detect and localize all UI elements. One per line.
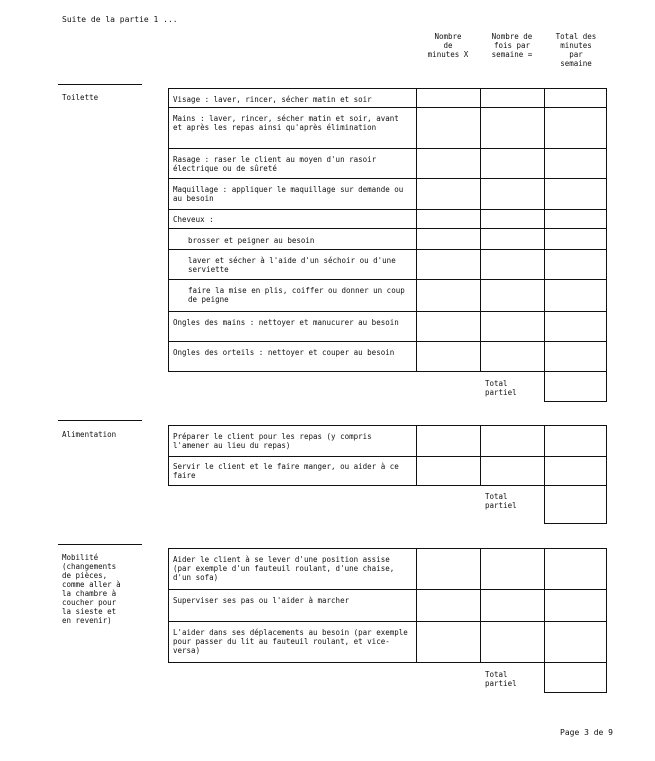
section-label-mobilite: Mobilité (changements de pièces, comme aller à la chambre à coucher pour la sieste et en revenir)	[62, 553, 121, 625]
task-description: Cheveux :	[173, 215, 214, 224]
total-minutes-input[interactable]	[544, 311, 607, 342]
times-per-week-input[interactable]	[480, 548, 545, 590]
minutes-input[interactable]	[416, 148, 481, 179]
minutes-input[interactable]	[416, 107, 481, 149]
table-row	[168, 341, 417, 372]
total-minutes-input[interactable]	[544, 249, 607, 280]
task-description: Rasage : raser le client au moyen d'un rasoir électrique ou de sûreté	[173, 155, 377, 173]
task-description: brosser et peigner au besoin	[188, 236, 315, 245]
total-minutes-input[interactable]	[544, 425, 607, 457]
table-row	[168, 148, 417, 179]
times-per-week-input[interactable]	[480, 456, 545, 486]
subtotal-label: Total partiel	[485, 492, 517, 510]
subtotal-label: Total partiel	[485, 670, 517, 688]
column-header-times-per-week: Nombre de fois par semaine =	[491, 32, 533, 59]
minutes-input[interactable]	[416, 589, 481, 622]
table-row	[168, 456, 417, 486]
minutes-input[interactable]	[416, 249, 481, 280]
times-per-week-input[interactable]	[480, 88, 545, 108]
minutes-input[interactable]	[416, 178, 481, 210]
times-per-week-input[interactable]	[480, 425, 545, 457]
total-minutes-input[interactable]	[544, 228, 607, 250]
total-minutes-input[interactable]	[544, 209, 607, 229]
total-minutes-input[interactable]	[544, 548, 607, 590]
minutes-input[interactable]	[416, 279, 481, 312]
total-minutes-input[interactable]	[544, 456, 607, 486]
table-row	[168, 425, 417, 457]
total-minutes-input[interactable]	[544, 341, 607, 372]
column-header-minutes: Nombre de minutes X	[427, 32, 469, 59]
total-minutes-input[interactable]	[544, 107, 607, 149]
minutes-input[interactable]	[416, 88, 481, 108]
table-row	[168, 621, 417, 663]
task-description: Ongles des mains : nettoyer et manucurer au besoin	[173, 318, 399, 327]
minutes-input[interactable]	[416, 311, 481, 342]
section-rule-mobilite	[58, 544, 142, 545]
minutes-input[interactable]	[416, 456, 481, 486]
total-minutes-input[interactable]	[544, 279, 607, 312]
task-description: faire la mise en plis, coiffer ou donner un coup de peigne	[188, 286, 405, 304]
times-per-week-input[interactable]	[480, 228, 545, 250]
section-rule-toilette	[58, 84, 142, 85]
page-continuation-title: Suite de la partie 1 ...	[62, 15, 178, 24]
subtotal-input[interactable]	[544, 371, 607, 402]
task-description: L'aider dans ses déplacements au besoin (par exemple pour passer du lit au fauteuil roulant, et vice-versa)	[173, 628, 408, 655]
page-number: Page 3 de 9	[560, 728, 613, 737]
times-per-week-input[interactable]	[480, 311, 545, 342]
column-header-total-minutes: Total des minutes par semaine	[555, 32, 597, 68]
total-minutes-input[interactable]	[544, 589, 607, 622]
minutes-input[interactable]	[416, 548, 481, 590]
times-per-week-input[interactable]	[480, 279, 545, 312]
table-row	[168, 88, 417, 108]
task-description: Superviser ses pas ou l'aider à marcher	[173, 596, 350, 605]
table-row	[168, 107, 417, 149]
task-description: Aider le client à se lever d'une position assise (par exemple d'un fauteuil roulant, d'une chaise, d'un sofa)	[173, 555, 395, 582]
task-description: Maquillage : appliquer le maquillage sur demande ou au besoin	[173, 185, 404, 203]
times-per-week-input[interactable]	[480, 178, 545, 210]
table-row	[168, 228, 417, 250]
times-per-week-input[interactable]	[480, 249, 545, 280]
task-description: Servir le client et le faire manger, ou aider à ce faire	[173, 462, 399, 480]
task-description: Mains : laver, rincer, sécher matin et soir, avant et après les repas ainsi qu'après élimination	[173, 114, 399, 132]
minutes-input[interactable]	[416, 228, 481, 250]
section-label-alimentation: Alimentation	[62, 430, 117, 439]
subtotal-label: Total partiel	[485, 379, 517, 397]
total-minutes-input[interactable]	[544, 621, 607, 663]
table-row	[168, 178, 417, 210]
total-minutes-input[interactable]	[544, 148, 607, 179]
minutes-input[interactable]	[416, 621, 481, 663]
times-per-week-input[interactable]	[480, 107, 545, 149]
task-description: laver et sécher à l'aide d'un séchoir ou d'une serviette	[188, 256, 396, 274]
times-per-week-input[interactable]	[480, 148, 545, 179]
total-minutes-input[interactable]	[544, 178, 607, 210]
times-per-week-input[interactable]	[480, 341, 545, 372]
table-row	[168, 209, 417, 229]
times-per-week-input[interactable]	[480, 589, 545, 622]
minutes-input[interactable]	[416, 209, 481, 229]
times-per-week-input[interactable]	[480, 621, 545, 663]
task-description: Ongles des orteils : nettoyer et couper au besoin	[173, 348, 395, 357]
subtotal-input[interactable]	[544, 485, 607, 524]
table-row	[168, 279, 417, 312]
table-row	[168, 589, 417, 622]
table-row	[168, 311, 417, 342]
section-rule-alimentation	[58, 420, 142, 421]
minutes-input[interactable]	[416, 425, 481, 457]
task-description: Préparer le client pour les repas (y compris l'amener au lieu du repas)	[173, 432, 372, 450]
times-per-week-input[interactable]	[480, 209, 545, 229]
task-description: Visage : laver, rincer, sécher matin et soir	[173, 95, 372, 104]
table-row	[168, 548, 417, 590]
subtotal-input[interactable]	[544, 662, 607, 693]
table-row	[168, 249, 417, 280]
minutes-input[interactable]	[416, 341, 481, 372]
section-label-toilette: Toilette	[62, 93, 99, 102]
total-minutes-input[interactable]	[544, 88, 607, 108]
